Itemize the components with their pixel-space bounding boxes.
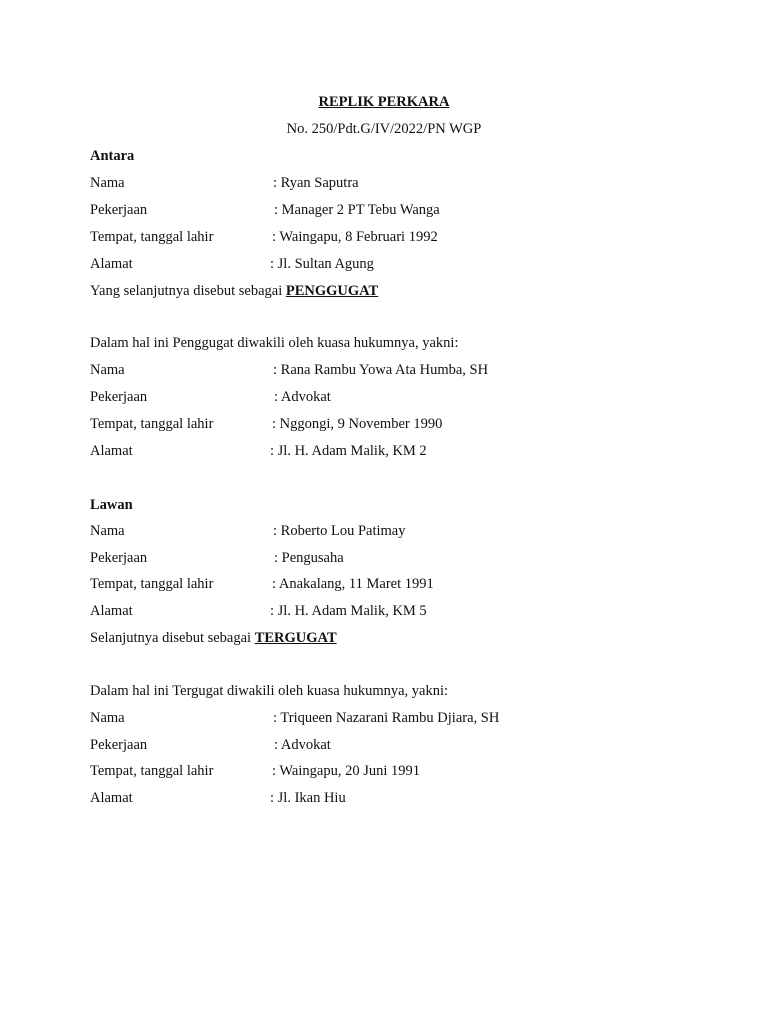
label-ttl: Tempat, tanggal lahir <box>90 229 214 245</box>
kuasa-tergugat-nama-value: : Triqueen Nazarani Rambu Djiara, SH <box>273 710 500 726</box>
tergugat-designation <box>90 629 337 647</box>
label-pekerjaan: Pekerjaan <box>90 550 148 566</box>
tergugat-pekerjaan-value: : Pengusaha <box>274 550 344 566</box>
penggugat-alamat-value: : Jl. Sultan Agung <box>270 256 374 272</box>
label-nama: Nama <box>90 175 125 191</box>
label-ttl: Tempat, tanggal lahir <box>90 763 214 779</box>
label-alamat: Alamat <box>90 790 133 806</box>
kuasa-penggugat-intro: Dalam hal ini Penggugat diwakili oleh kuasa hukumnya, yakni: <box>90 335 459 351</box>
label-alamat: Alamat <box>90 256 133 272</box>
tergugat-nama-value: : Roberto Lou Patimay <box>273 523 406 539</box>
kuasa-penggugat-alamat-value: : Jl. H. Adam Malik, KM 2 <box>270 443 427 459</box>
penggugat-designation <box>90 282 378 300</box>
kuasa-tergugat-intro: Dalam hal ini Tergugat diwakili oleh kuasa hukumnya, yakni: <box>90 683 449 699</box>
label-pekerjaan: Pekerjaan <box>90 737 148 753</box>
designation-prefix: Selanjutnya disebut sebagai <box>90 630 255 646</box>
case-number: No. 250/Pdt.G/IV/2022/PN WGP <box>286 121 482 137</box>
section-heading-lawan: Lawan <box>90 497 133 513</box>
section-heading-antara: Antara <box>90 148 135 164</box>
label-alamat: Alamat <box>90 603 133 619</box>
tergugat-label: TERGUGAT <box>254 630 337 646</box>
kuasa-tergugat-ttl-value: : Waingapu, 20 Juni 1991 <box>272 763 420 779</box>
label-ttl: Tempat, tanggal lahir <box>90 416 214 432</box>
label-nama: Nama <box>90 362 125 378</box>
kuasa-penggugat-pekerjaan-value: : Advokat <box>274 389 331 405</box>
penggugat-pekerjaan-value: : Manager 2 PT Tebu Wanga <box>274 202 440 218</box>
tergugat-ttl-value: : Anakalang, 11 Maret 1991 <box>272 576 434 592</box>
kuasa-penggugat-ttl-value: : Nggongi, 9 November 1990 <box>272 416 443 432</box>
label-pekerjaan: Pekerjaan <box>90 202 148 218</box>
label-nama: Nama <box>90 710 125 726</box>
label-alamat: Alamat <box>90 443 133 459</box>
document-title: REPLIK PERKARA <box>318 94 450 110</box>
kuasa-penggugat-nama-value: : Rana Rambu Yowa Ata Humba, SH <box>273 362 489 378</box>
kuasa-tergugat-alamat-value: : Jl. Ikan Hiu <box>270 790 346 806</box>
penggugat-nama-value: : Ryan Saputra <box>273 175 359 191</box>
label-ttl: Tempat, tanggal lahir <box>90 576 214 592</box>
label-nama: Nama <box>90 523 125 539</box>
penggugat-ttl-value: : Waingapu, 8 Februari 1992 <box>272 229 438 245</box>
penggugat-label: PENGGUGAT <box>285 283 379 299</box>
kuasa-tergugat-pekerjaan-value: : Advokat <box>274 737 331 753</box>
designation-prefix: Yang selanjutnya disebut sebagai <box>90 283 286 299</box>
tergugat-alamat-value: : Jl. H. Adam Malik, KM 5 <box>270 603 427 619</box>
label-pekerjaan: Pekerjaan <box>90 389 148 405</box>
